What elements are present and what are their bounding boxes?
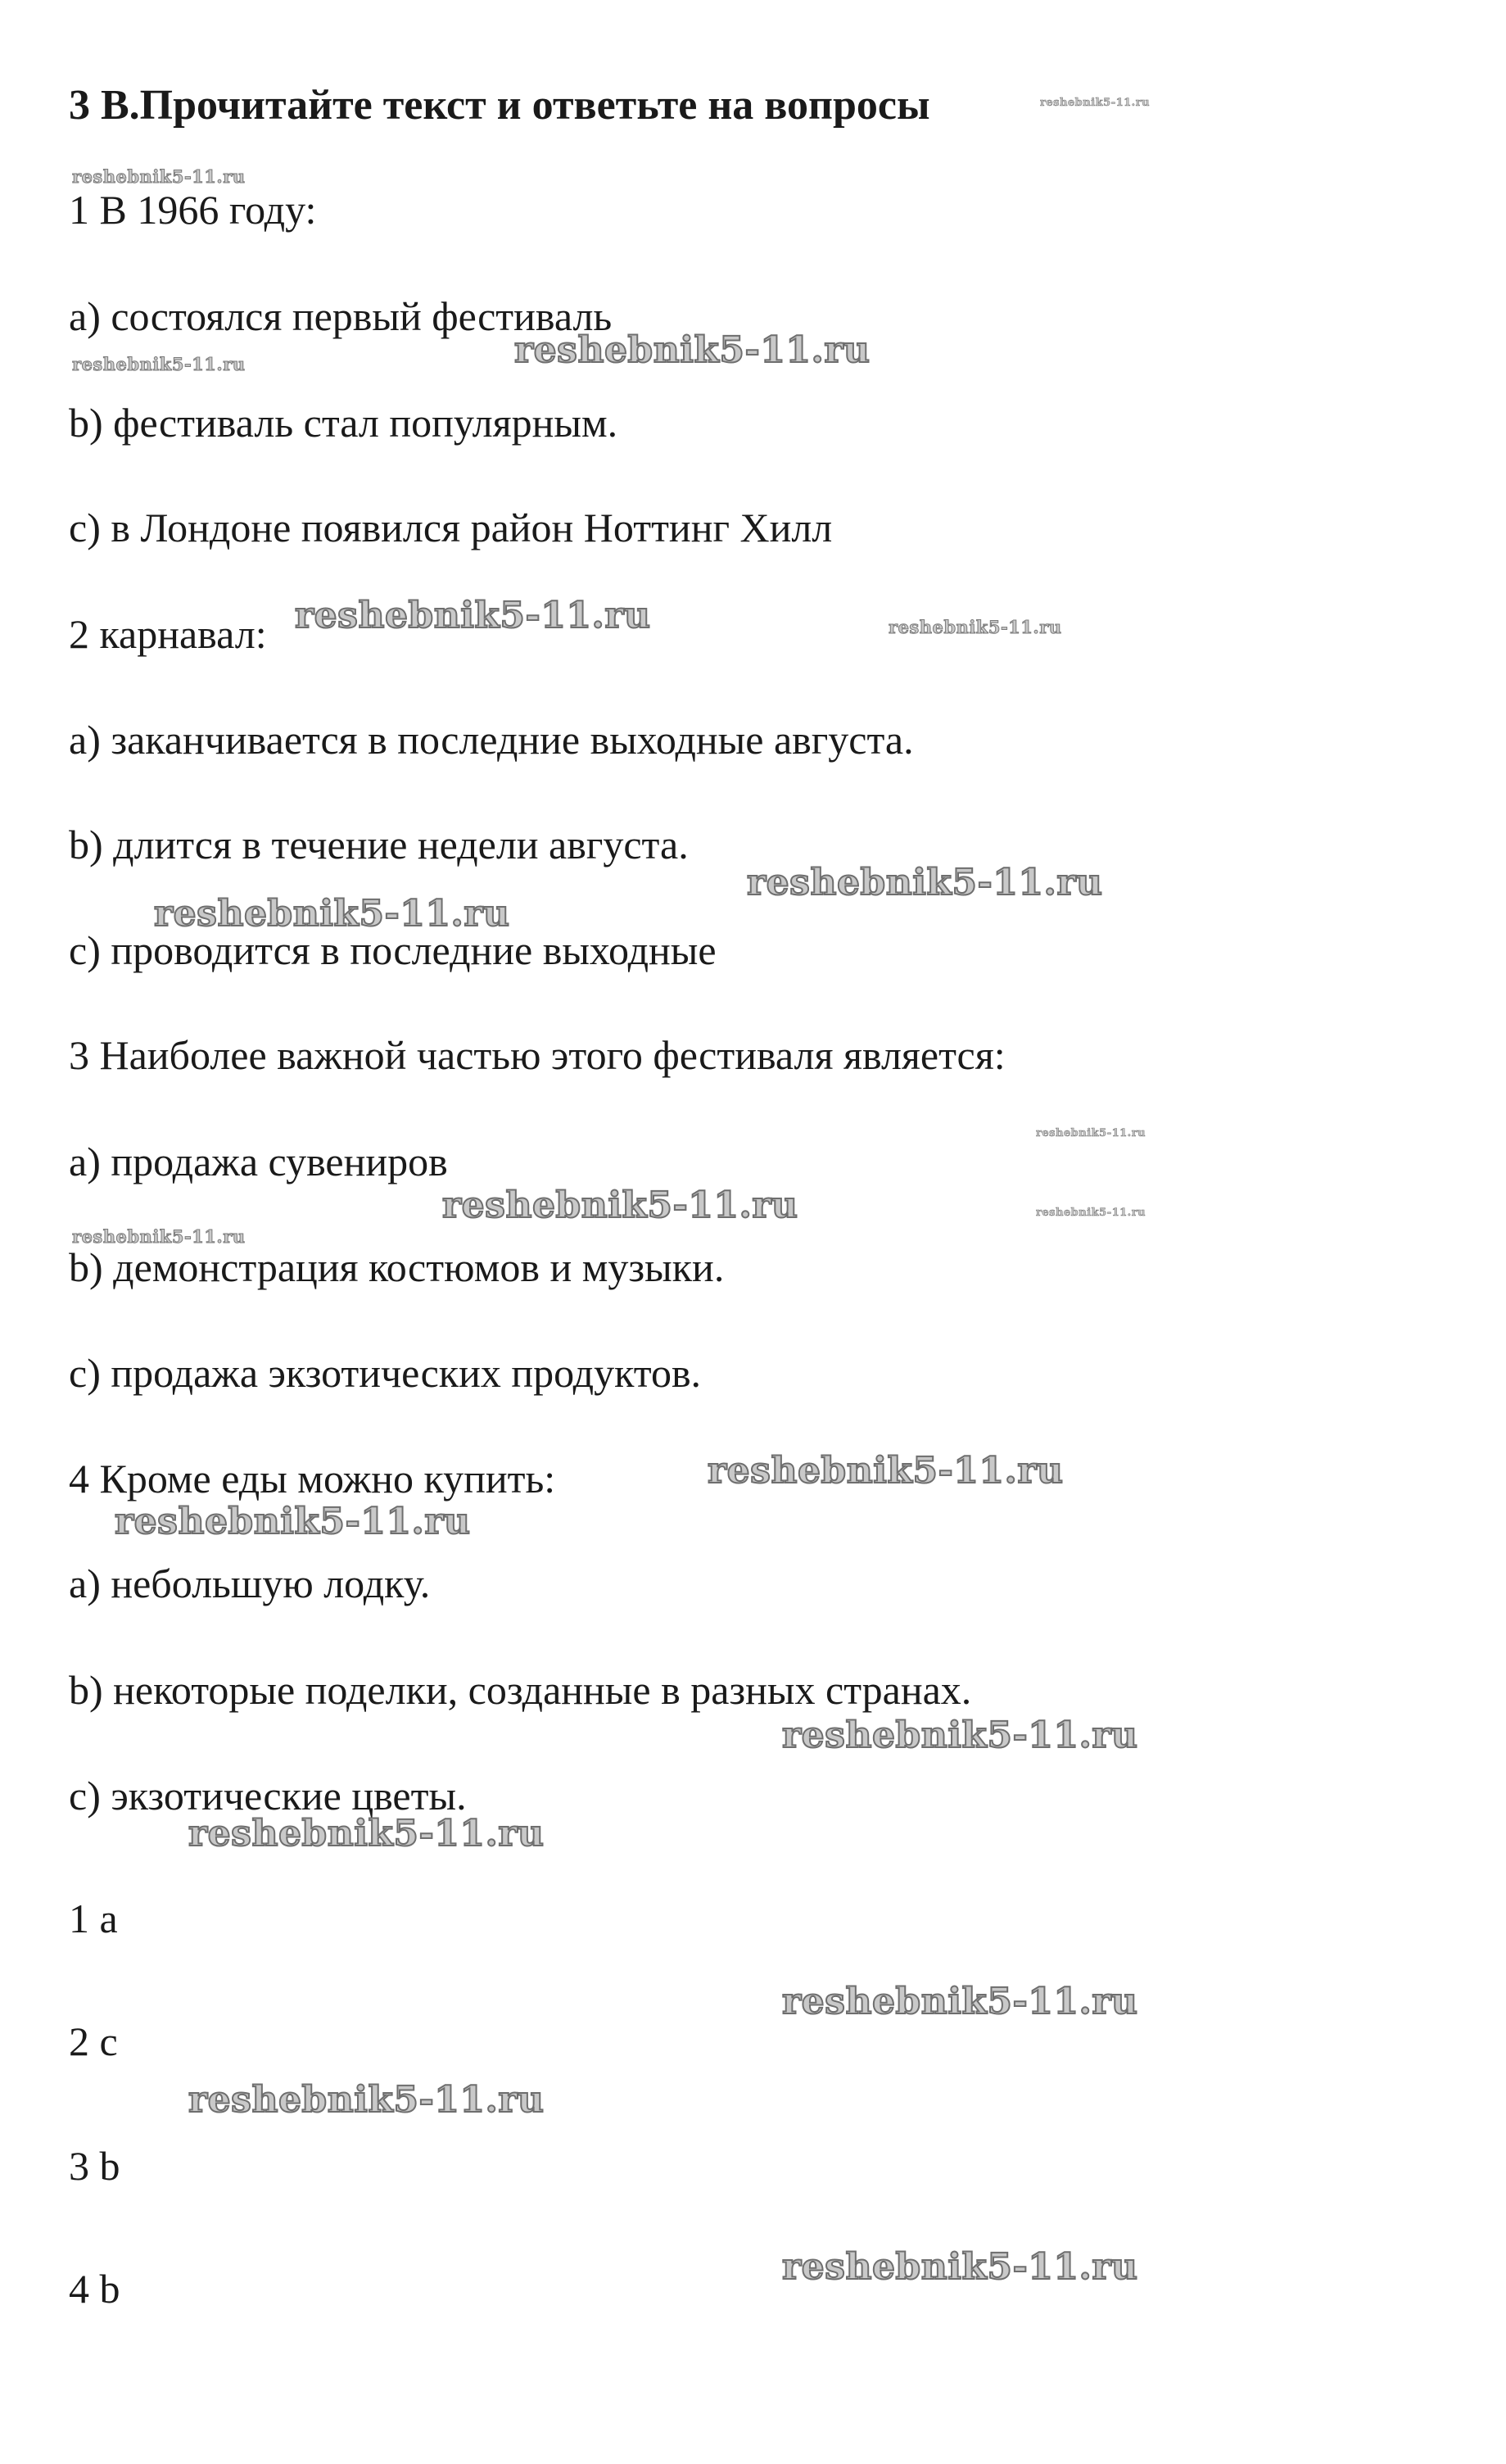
question-1-text: 1 В 1966 году: xyxy=(69,187,317,233)
answer-2: 2 c xyxy=(69,2018,118,2064)
answer-3: 3 b xyxy=(69,2143,120,2189)
watermark: reshebnik5-11.ru xyxy=(1036,1207,1146,1219)
watermark: reshebnik5-11.ru xyxy=(72,1226,246,1247)
question-1-option-b: b) фестиваль стал популярным. xyxy=(69,400,618,446)
watermark: reshebnik5-11.ru xyxy=(442,1184,798,1226)
question-2-option-a: a) заканчивается в последние выходные августа. xyxy=(69,717,914,763)
question-3-option-c: c) продажа экзотических продуктов. xyxy=(69,1350,702,1396)
question-2-text: 2 карнавал: xyxy=(69,611,267,657)
answer-1: 1 a xyxy=(69,1896,118,1941)
question-2-option-b: b) длится в течение недели августа. xyxy=(69,822,689,867)
watermark: reshebnik5-11.ru xyxy=(72,354,246,374)
question-4-text: 4 Кроме еды можно купить: xyxy=(69,1456,556,1502)
question-4-option-a: a) небольшую лодку. xyxy=(69,1560,431,1606)
watermark: reshebnik5-11.ru xyxy=(295,595,651,636)
watermark: reshebnik5-11.ru xyxy=(188,2079,545,2121)
watermark: reshebnik5-11.ru xyxy=(115,1501,471,1542)
question-2-option-c: c) проводится в последние выходные xyxy=(69,927,717,973)
watermark: reshebnik5-11.ru xyxy=(782,2246,1138,2288)
watermark: reshebnik5-11.ru xyxy=(514,329,871,371)
watermark: reshebnik5-11.ru xyxy=(188,1813,545,1855)
question-1-option-c: c) в Лондоне появился район Ноттинг Хилл xyxy=(69,505,833,550)
watermark: reshebnik5-11.ru xyxy=(154,893,510,935)
question-1-option-a: a) состоялся первый фестиваль xyxy=(69,293,613,339)
watermark: reshebnik5-11.ru xyxy=(1036,1127,1146,1139)
question-3-option-b: b) демонстрация костюмов и музыки. xyxy=(69,1244,725,1290)
watermark: reshebnik5-11.ru xyxy=(782,1714,1138,1756)
page-title: 3 В.Прочитайте текст и ответьте на вопросы xyxy=(69,82,930,129)
watermark: reshebnik5-11.ru xyxy=(708,1450,1064,1492)
watermark: reshebnik5-11.ru xyxy=(1040,97,1151,109)
question-4-option-c: c) экзотические цветы. xyxy=(69,1773,467,1819)
question-4-option-b: b) некоторые поделки, созданные в разных странах. xyxy=(69,1667,972,1713)
watermark: reshebnik5-11.ru xyxy=(782,1981,1138,2022)
answer-4: 4 b xyxy=(69,2266,120,2312)
question-3-text: 3 Наиболее важной частью этого фестиваля является: xyxy=(69,1032,1006,1078)
question-3-option-a: a) продажа сувениров xyxy=(69,1139,448,1184)
watermark: reshebnik5-11.ru xyxy=(889,617,1062,637)
watermark: reshebnik5-11.ru xyxy=(72,166,246,187)
watermark: reshebnik5-11.ru xyxy=(747,862,1103,904)
